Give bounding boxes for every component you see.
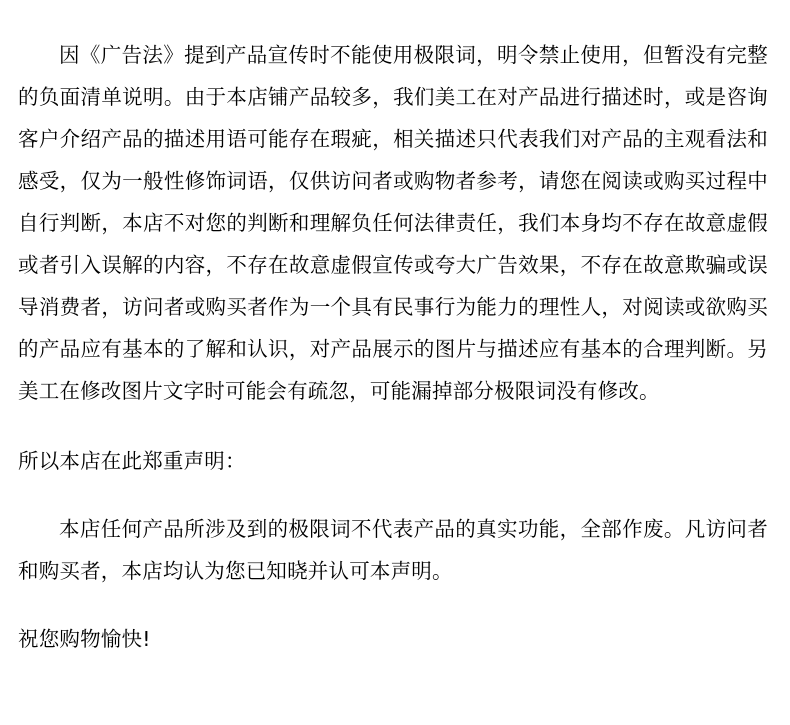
paragraph-disclaimer-main: 因《广告法》提到产品宣传时不能使用极限词，明令禁止使用，但暂没有完整的负面清单说明。由于本店铺产品较多，我们美工在对产品进行描述时，或是咨询客户介绍产品的描述用语可能存在瑕疵，相关描述只代表我们对产品的主观看法和感受，仅为一般性修饰词语，仅供访问者或购物者参考，请您在阅读或购买过程中自行判断，本店不对您的判断和理解负任何法律责任，我们本身均不存在故意虚假或者引入误解的内容，不存在故意虚假宣传或夸大广告效果，不存在故意欺骗或误导消费者，访问者或购买者作为一个具有民事行为能力的理性人，对阅读或欲购买的产品应有基本的了解和认识，对产品展示的图片与描述应有基本的合理判断。另美工在修改图片文字时可能会有疏忽，可能漏掉部分极限词没有修改。 <box>18 43 768 403</box>
paragraph-closing-line: 祝您购物愉快! <box>18 627 151 651</box>
document-body <box>18 34 768 660</box>
paragraph-statement-heading: 所以本店在此郑重声明： <box>18 449 246 473</box>
paragraph-statement-body: 本店任何产品所涉及到的极限词不代表产品的真实功能，全部作废。凡访问者和购买者，本店均认为您已知晓并认可本声明。 <box>18 517 768 583</box>
